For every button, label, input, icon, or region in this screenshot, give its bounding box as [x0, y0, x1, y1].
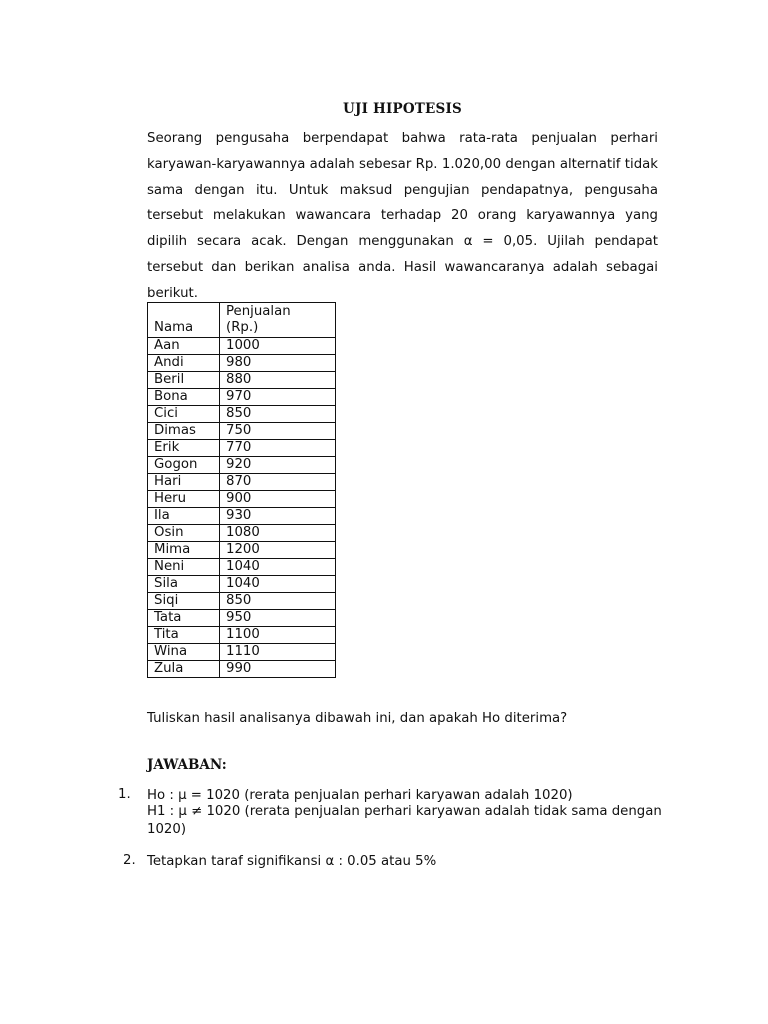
cell-name: Osin — [148, 525, 220, 542]
cell-name: Gogon — [148, 457, 220, 474]
cell-name: Erik — [148, 440, 220, 457]
cell-name: Tata — [148, 610, 220, 627]
cell-sales: 770 — [220, 440, 336, 457]
cell-name: Andi — [148, 355, 220, 372]
cell-sales: 920 — [220, 457, 336, 474]
answer-heading: JAWABAN: — [147, 757, 227, 773]
document-title: UJI HIPOTESIS — [343, 101, 462, 117]
cell-sales: 1040 — [220, 559, 336, 576]
cell-name: Sila — [148, 576, 220, 593]
sales-table — [147, 302, 336, 678]
table-row — [148, 338, 336, 355]
cell-name: Wina — [148, 644, 220, 661]
table-row — [148, 457, 336, 474]
cell-sales: 880 — [220, 372, 336, 389]
cell-sales: 850 — [220, 593, 336, 610]
table-row — [148, 423, 336, 440]
cell-name: Aan — [148, 338, 220, 355]
cell-sales: 990 — [220, 661, 336, 678]
question-text: Tuliskan hasil analisanya dibawah ini, dan apakah Ho diterima? — [147, 711, 568, 726]
table-row — [148, 627, 336, 644]
table-row — [148, 372, 336, 389]
cell-sales: 900 — [220, 491, 336, 508]
column-header-sales: Penjualan (Rp.) — [220, 303, 336, 338]
table-row — [148, 491, 336, 508]
cell-sales: 750 — [220, 423, 336, 440]
table-row — [148, 508, 336, 525]
cell-name: Hari — [148, 474, 220, 491]
table-row — [148, 593, 336, 610]
cell-sales: 950 — [220, 610, 336, 627]
cell-name: Siqi — [148, 593, 220, 610]
answer-item-1-h1: H1 : μ ≠ 1020 (rerata penjualan perhari karyawan adalah tidak sama dengan 1020) — [147, 804, 662, 837]
cell-name: Heru — [148, 491, 220, 508]
table-row — [148, 542, 336, 559]
cell-name: Ila — [148, 508, 220, 525]
table-row — [148, 644, 336, 661]
cell-name: Neni — [148, 559, 220, 576]
cell-sales: 1000 — [220, 338, 336, 355]
table-row — [148, 661, 336, 678]
cell-sales: 850 — [220, 406, 336, 423]
table-row — [148, 440, 336, 457]
cell-sales: 1200 — [220, 542, 336, 559]
cell-sales: 1110 — [220, 644, 336, 661]
table-row — [148, 525, 336, 542]
cell-name: Beril — [148, 372, 220, 389]
answer-item-1-ho: Ho : μ = 1020 (rerata penjualan perhari karyawan adalah 1020) — [147, 788, 573, 803]
cell-sales: 980 — [220, 355, 336, 372]
table-row — [148, 355, 336, 372]
cell-name: Dimas — [148, 423, 220, 440]
table-row — [148, 576, 336, 593]
cell-sales: 1040 — [220, 576, 336, 593]
cell-sales: 870 — [220, 474, 336, 491]
cell-name: Cici — [148, 406, 220, 423]
answer-item-2: Tetapkan taraf signifikansi α : 0.05 atau 5% — [147, 854, 437, 869]
list-number-2: 2. — [123, 853, 136, 868]
cell-name: Bona — [148, 389, 220, 406]
cell-name: Mima — [148, 542, 220, 559]
cell-sales: 930 — [220, 508, 336, 525]
column-header-name: Nama — [148, 303, 220, 338]
cell-sales: 1100 — [220, 627, 336, 644]
table-row — [148, 559, 336, 576]
cell-name: Zula — [148, 661, 220, 678]
cell-sales: 970 — [220, 389, 336, 406]
table-row — [148, 406, 336, 423]
table-row — [148, 389, 336, 406]
cell-sales: 1080 — [220, 525, 336, 542]
list-number-1: 1. — [118, 787, 131, 802]
table-header-row — [148, 303, 336, 338]
table-row — [148, 610, 336, 627]
cell-name: Tita — [148, 627, 220, 644]
intro-paragraph: Seorang pengusaha berpendapat bahwa rata-rata penjualan perhari karyawan-karyawannya adalah sebesar Rp. 1.020,00 dengan alternatif tidak sama dengan itu. Untuk maksud pengujian pendapatnya, pengusaha tersebut melakukan wawancara terhadap 20 orang karyawannya yang dipilih secara acak. Dengan menggunakan α = 0,05. Ujilah pendapat tersebut dan berikan analisa anda. Hasil wawancaranya adalah sebagai berikut. — [147, 131, 658, 301]
table-row — [148, 474, 336, 491]
